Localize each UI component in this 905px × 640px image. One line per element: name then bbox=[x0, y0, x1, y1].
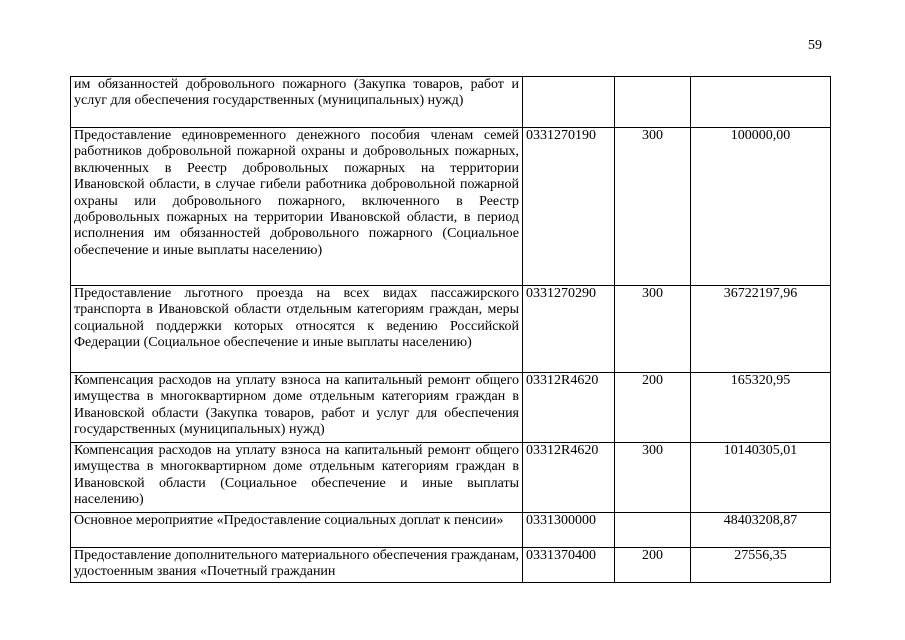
row-expense-type: 200 bbox=[615, 373, 691, 443]
table-row bbox=[71, 443, 831, 513]
row-description: Предоставление льготного проезда на всех видах пассажирского транспорта в Ивановской области отдельным категориям граждан, меры социальной поддержки которых относятся к ведению Российской Федерации (Социальное обеспечение и иные выплаты населению) bbox=[71, 286, 523, 373]
row-expense-type: 300 bbox=[615, 128, 691, 286]
table-row bbox=[71, 286, 831, 373]
row-description: Компенсация расходов на уплату взноса на капитальный ремонт общего имущества в многоквартирном доме отдельным категориям граждан в Ивановской области (Закупка товаров, работ и услуг для обеспечения государственных (муниципальных) нужд) bbox=[71, 373, 523, 443]
row-amount bbox=[691, 77, 831, 128]
row-description: Основное мероприятие «Предоставление социальных доплат к пенсии» bbox=[71, 513, 523, 548]
row-target-code: 0331270290 bbox=[523, 286, 615, 373]
table-row bbox=[71, 513, 831, 548]
row-amount: 100000,00 bbox=[691, 128, 831, 286]
row-target-code: 0331300000 bbox=[523, 513, 615, 548]
row-target-code: 03312R4620 bbox=[523, 443, 615, 513]
row-expense-type bbox=[615, 513, 691, 548]
row-description: Предоставление единовременного денежного пособия членам семей работников добровольной пожарной охраны и добровольных пожарных, включенных в Реестр добровольных пожарных на территории Ивановской области, в случае гибели работника добровольной пожарной охраны или добровольного пожарного, включенного в Реестр добровольных пожарных на территории Ивановской области, в период исполнения им обязанностей добровольного пожарного (Социальное обеспечение и иные выплаты населению) bbox=[71, 128, 523, 286]
row-target-code: 03312R4620 bbox=[523, 373, 615, 443]
table-row bbox=[71, 77, 831, 128]
page-number: 59 bbox=[808, 38, 822, 53]
row-amount: 36722197,96 bbox=[691, 286, 831, 373]
table-row bbox=[71, 373, 831, 443]
row-amount: 165320,95 bbox=[691, 373, 831, 443]
row-description: им обязанностей добровольного пожарного (Закупка товаров, работ и услуг для обеспечения государственных (муниципальных) нужд) bbox=[71, 77, 523, 128]
row-amount: 27556,35 bbox=[691, 548, 831, 583]
row-expense-type: 200 bbox=[615, 548, 691, 583]
table-row bbox=[71, 128, 831, 286]
row-description: Компенсация расходов на уплату взноса на капитальный ремонт общего имущества в многоквартирном доме отдельным категориям граждан в Ивановской области (Социальное обеспечение и иные выплаты населению) bbox=[71, 443, 523, 513]
row-expense-type: 300 bbox=[615, 286, 691, 373]
row-amount: 48403208,87 bbox=[691, 513, 831, 548]
row-expense-type bbox=[615, 77, 691, 128]
row-amount: 10140305,01 bbox=[691, 443, 831, 513]
row-target-code bbox=[523, 77, 615, 128]
row-target-code: 0331270190 bbox=[523, 128, 615, 286]
row-target-code: 0331370400 bbox=[523, 548, 615, 583]
row-expense-type: 300 bbox=[615, 443, 691, 513]
budget-table bbox=[70, 76, 831, 583]
table-row bbox=[71, 548, 831, 583]
row-description: Предоставление дополнительного материального обеспечения гражданам, удостоенным звания «Почетный гражданин bbox=[71, 548, 523, 583]
